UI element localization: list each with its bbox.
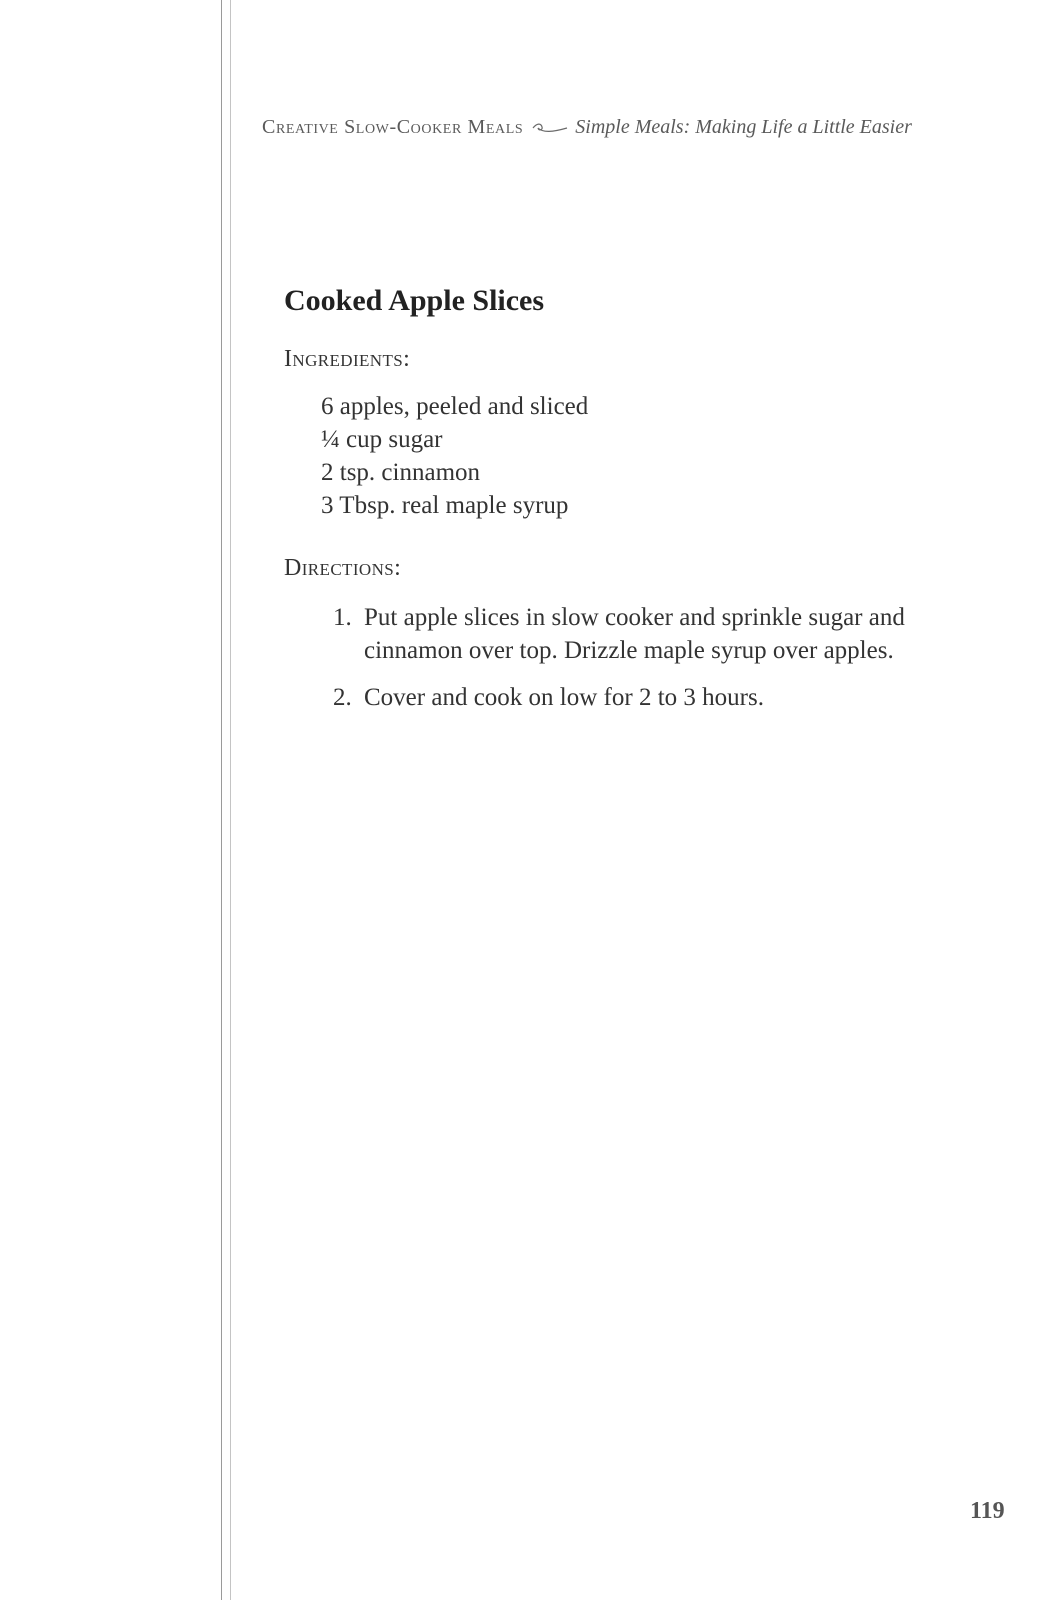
direction-step: [333, 681, 933, 714]
ingredients-heading: Ingredients:: [284, 346, 411, 372]
ingredients-list: [321, 390, 588, 522]
ingredient-item: ¼ cup sugar: [321, 426, 443, 453]
ingredient-item: 3 Tbsp. real maple syrup: [321, 492, 569, 519]
page-number: 119: [970, 1498, 1005, 1524]
recipe-title: Cooked Apple Slices: [284, 284, 545, 317]
directions-list: [333, 601, 933, 728]
directions-heading: Directions:: [284, 555, 402, 581]
step-text: Cover and cook on low for 2 to 3 hours.: [364, 684, 764, 711]
step-text: Put apple slices in slow cooker and sprinkle sugar and cinnamon over top. Drizzle maple syrup over apples.: [364, 604, 905, 664]
book-title: Creative Slow-Cooker Meals: [262, 116, 524, 138]
direction-step: [333, 601, 933, 667]
margin-rule-inner: [230, 0, 231, 1600]
running-head: [262, 114, 982, 141]
ingredient-item: 6 apples, peeled and sliced: [321, 393, 589, 420]
swash-ornament-icon: [531, 115, 569, 141]
ingredient-item: 2 tsp. cinnamon: [321, 459, 481, 486]
chapter-title: Simple Meals: Making Life a Little Easier: [575, 116, 912, 138]
step-number: 2.: [333, 684, 352, 711]
margin-rule-outer: [221, 0, 222, 1600]
step-number: 1.: [333, 604, 352, 631]
